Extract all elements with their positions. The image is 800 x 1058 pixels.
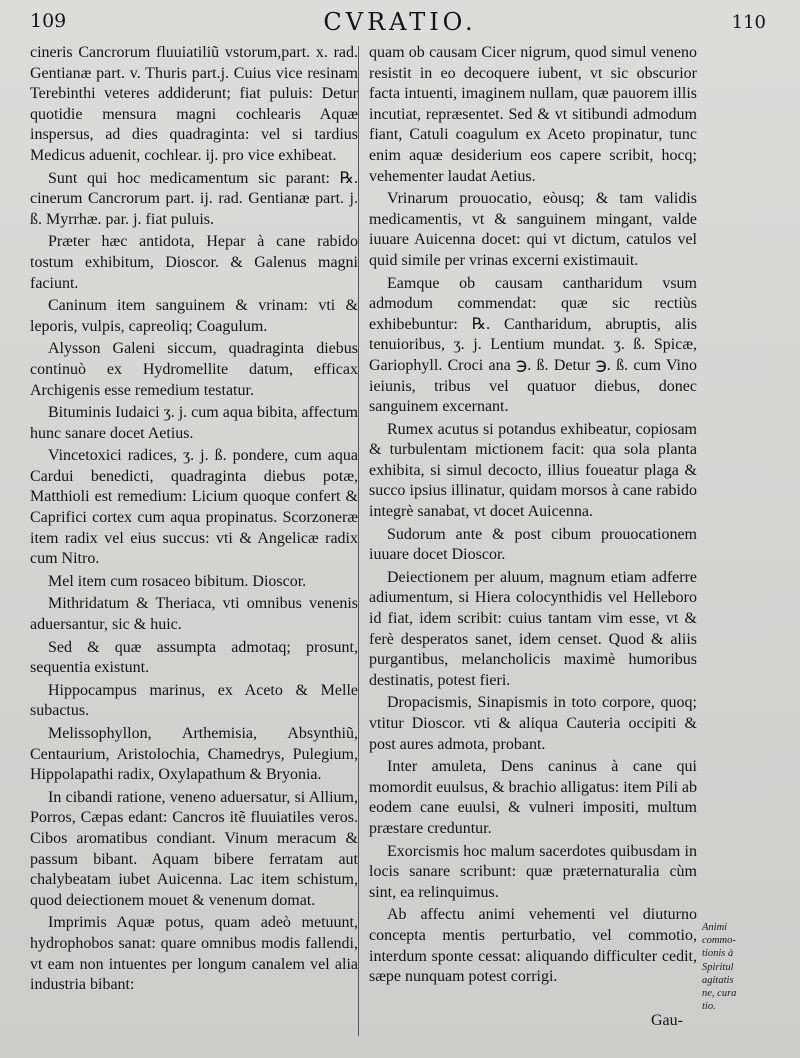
page-header xyxy=(0,0,800,42)
right-text-column xyxy=(369,43,697,988)
paragraph: Vrinarum prouocatio, eòusq; & tam validis medicamentis, vt & sanguinem mingant, valde iuuare Auicenna docet: qui vt dictum, catulos vel quid simile per vrinas excerni existimauit. xyxy=(369,190,697,269)
marginal-note-line: agitatis xyxy=(702,974,734,986)
paragraph: Deiectionem per aluum, magnum etiam adferre adiumentum, si Hiera colocynthidis vel Helleboro id fiat, idem scribit: cuius tantam vim esse, vt & ferè desperatos sanet, idem censet. Quod & aliis purgantibus, melancholicis maximè humoribus destinatis, potest fieri. xyxy=(369,568,697,689)
paragraph: Imprimis Aquæ potus, quam adeò metuunt, hydrophobos sanat: quare omnibus modis fallendi, vt eam non intuentes per longum canalem vel alia industria bibant: xyxy=(30,914,358,994)
paragraph: Eamque ob causam cantharidum vsum admodum commendat: quæ sic rectiùs exhibebuntur: ℞. Cantharidum, abruptis, alis tenuioribus, ʒ. j. Lentium mundat. ʒ. ß. Spicæ, Gariophyll. Croci ana ℈. ß. Detur ℈. ß. cum Vino ieiunis, tribus vel quatuor diebus, donec sanguinem excernant. xyxy=(369,274,697,416)
paragraph: Mithridatum & Theriaca, vti omnibus venenis aduersantur, sic & huic. xyxy=(30,595,358,634)
paragraph: Præter hæc antidota, Hepar à cane rabido tostum exhibitum, Dioscor. & Galenus magni faciunt. xyxy=(30,233,358,292)
paragraph: Rumex acutus si potandus exhibeatur, copiosam & turbulentam mictionem facit: qua sola planta exhibita, si simul decocto, illius foueatur plaga & succo ipsius illinatur, quidam morsos à cane rabido integrè sanabat, vt docet Auicenna. xyxy=(369,420,697,521)
marginal-note-line: ne, cura xyxy=(702,988,737,1000)
paragraph: quam ob causam Cicer nigrum, quod simul veneno resistit in eo decoquere iubent, vt sic obscurior facta intuenti, imaginem nullam, quæ pauorem illis incutiat, repræsentet. Sed & vt sitibundi admodum fiant, Catuli coagulum ex Aceto propinatur, tunc enim aquæ desiderium eos capere scribit, hocq; vehementer laudat Aetius. xyxy=(369,44,697,185)
paragraph: cineris Cancrorum fluuiatiliũ vstorum,part. x. rad. Gentianæ part. v. Thuris part.j. Cuius vice resinam Terebinthi veteres addiderunt; fiat puluis: Detur quotidie mensura magni cochlearis Aquæ inspersus, ad dies quadraginta: vel si tardius Medicus aduenit, cochlear. ij. pro vice exhibeat. xyxy=(30,44,358,164)
paragraph: Exorcismis hoc malum sacerdotes quibusdam in locis sanare scribunt: quæ præternaturalia cùm sint, ea relinquimus. xyxy=(369,842,697,901)
paragraph: Sunt qui hoc medicamentum sic parant: ℞. cinerum Cancrorum part. ij. rad. Gentianæ part. j. ß. Myrrhæ. par. j. fiat puluis. xyxy=(30,169,358,228)
paragraph: Ab affectu animi vehementi vel diuturno concepta mentis perturbatio, vel commotio, interdum sponte cessat: aliquando difficulter cedit, sæpe nunquam potest corrigi. xyxy=(369,906,697,986)
running-title: CVRATIO. xyxy=(323,8,477,36)
left-text-column xyxy=(30,43,358,996)
marginal-note-line: commo- xyxy=(702,935,736,947)
paragraph: Vincetoxici radices, ʒ. j. ß. pondere, cum aqua Cardui benedicti, quadraginta diebus potæ, Matthioli est remedium: Licium quoque confert & Caprifici cortex cum aqua propinatus. Scorzoneræ item radix vel eius succus: vti & Angelicæ radix cum Nitro. xyxy=(30,447,358,568)
paragraph: Alysson Galeni siccum, quadraginta diebus continuò ex Hydromellite datum, efficax Archigenis esse remedium testatur. xyxy=(30,340,358,399)
column-divider xyxy=(358,46,359,1036)
paragraph: Mel item cum rosaceo bibitum. Dioscor. xyxy=(48,572,307,590)
paragraph: Sudorum ante & post cibum prouocationem iuuare docet Dioscor. xyxy=(369,525,697,564)
marginal-note-line: Spiritul xyxy=(702,961,734,973)
paragraph: Sed & quæ assumpta admotaq; prosunt, sequentia existunt. xyxy=(30,638,358,677)
paragraph: Inter amuleta, Dens caninus à cane qui momordit euulsus, & brachio alligatus: item Pili ab eodem cane euulsi, & vulneri impositi, multum præstare creduntur. xyxy=(369,758,697,837)
paragraph: In cibandi ratione, veneno aduersatur, si Allium, Porros, Cæpas edant: Cancros itẽ fluuiatiles veros. Cibos aromatibus condiant. Vinum meracum & passum bibant. Aquam bibere ferratam aut chalybeatam iubet Auicenna. Lac item schistum, quod deiectionem mouet & venenum domat. xyxy=(30,788,358,909)
catchword: Gau- xyxy=(651,1012,683,1029)
folio-number-left: 109 xyxy=(30,10,67,32)
marginal-note xyxy=(702,921,772,1013)
paragraph: Dropacismis, Sinapismis in toto corpore, quoq; vtitur Dioscor. vti & aliqua Cauteria occipiti & post aures admota, probant. xyxy=(369,694,697,753)
paragraph: Hippocampus marinus, ex Aceto & Melle subactus. xyxy=(30,681,358,720)
marginal-note-line: tionis à xyxy=(702,948,734,960)
marginal-note-line: tio. xyxy=(702,1001,716,1013)
paragraph: Bituminis Iudaici ʒ. j. cum aqua bibita, affectum hunc sanare docet Aetius. xyxy=(30,404,358,442)
paragraph: Caninum item sanguinem & vrinam: vti & leporis, vulpis, capreoliq; Coagulum. xyxy=(30,297,358,335)
paragraph: Melissophyllon, Arthemisia, Absynthiũ, Centaurium, Aristolochia, Chamedrys, Pulegium, Hippolapathi radix, Oxylapathum & Bryonia. xyxy=(30,725,358,784)
marginal-note-line: Animi xyxy=(702,922,728,933)
folio-number-right: 110 xyxy=(731,12,766,33)
